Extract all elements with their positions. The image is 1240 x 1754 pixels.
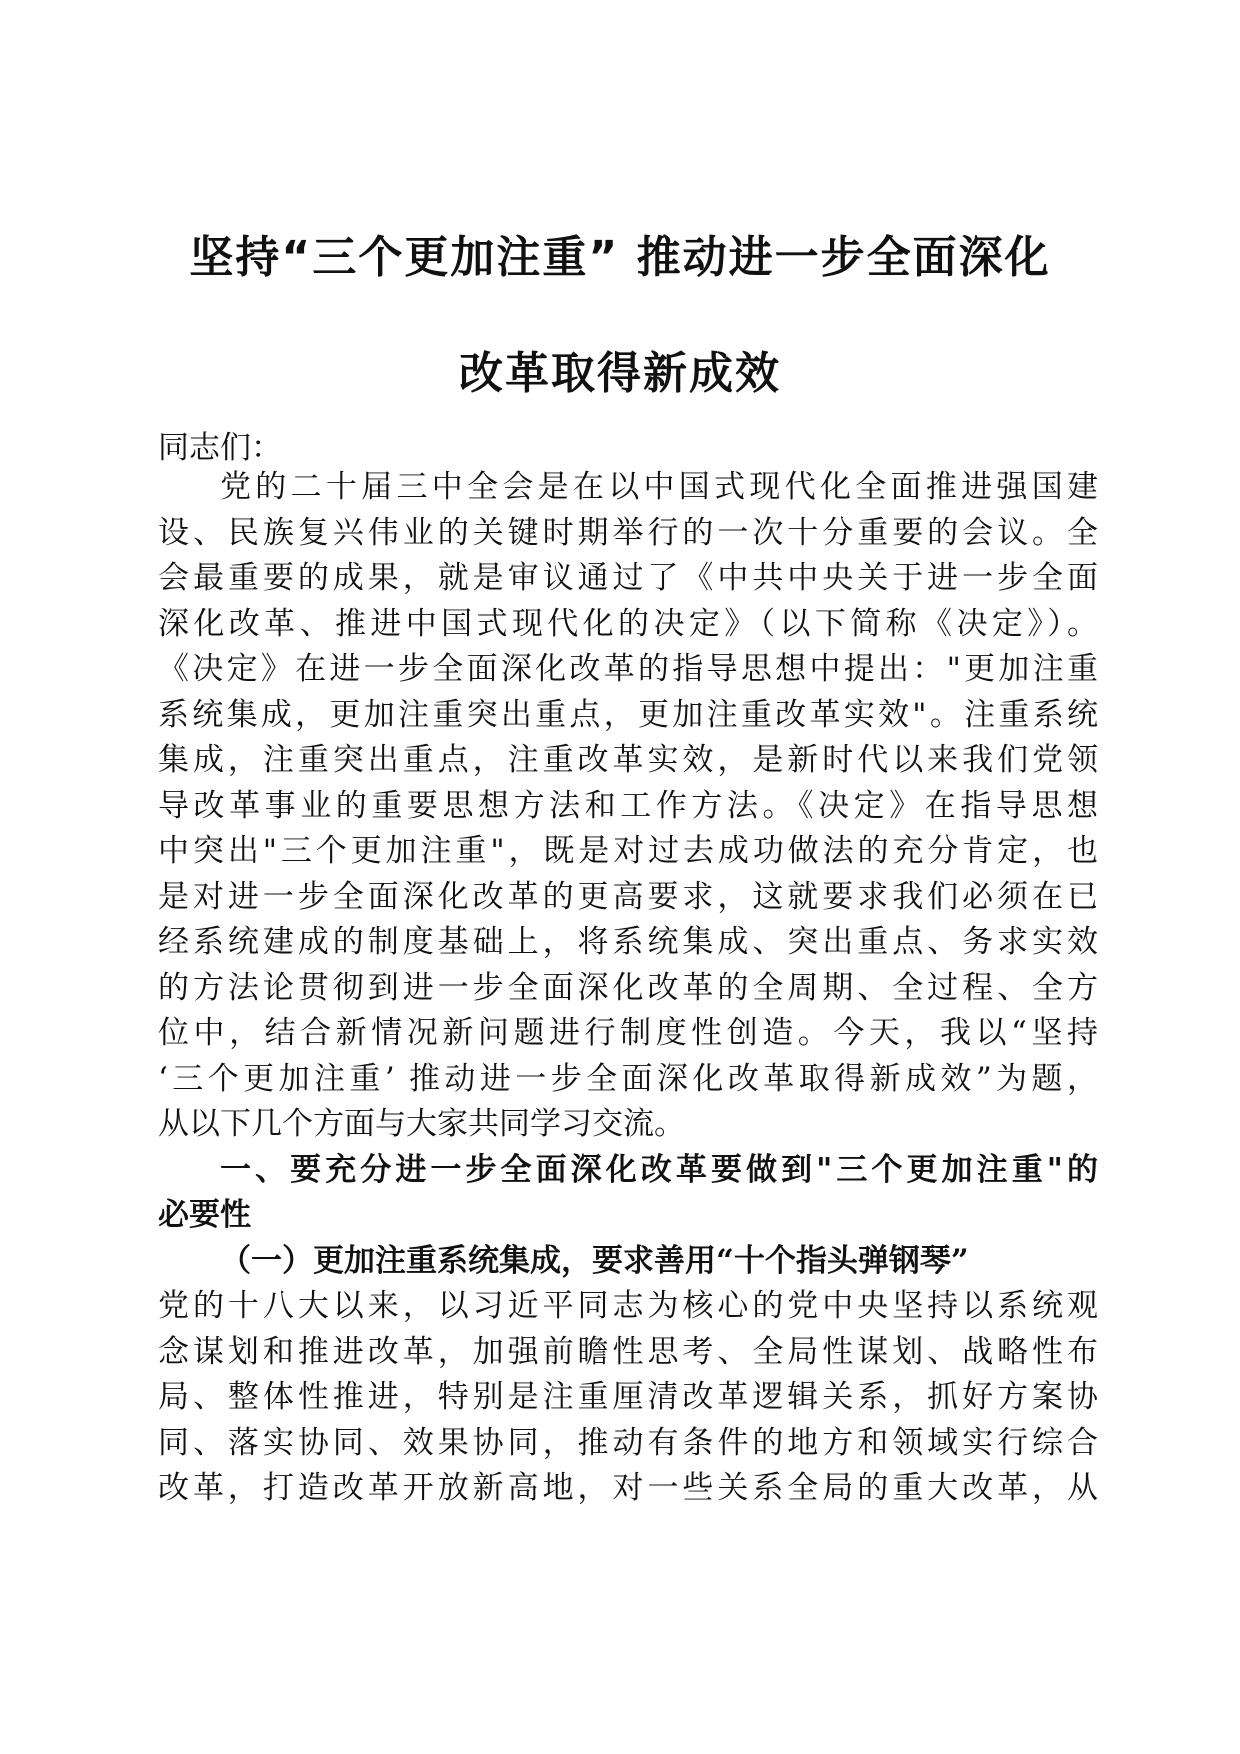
paragraph-1-line: 位中，结合新情况新问题进行制度性创造。今天，我以“坚持	[158, 1015, 1098, 1051]
paragraph-2-line: 局、整体性推进，特别是注重厘清改革逻辑关系，抓好方案协	[158, 1379, 1098, 1415]
section-heading-1-line: 必要性	[158, 1197, 251, 1233]
paragraph-1-line: 是对进一步全面深化改革的更高要求，这就要求我们必须在已	[158, 879, 1098, 915]
paragraph-2-line: 同、落实协同、效果协同，推动有条件的地方和领域实行综合	[158, 1425, 1098, 1461]
document-title-line-2: 改革取得新成效	[459, 348, 781, 399]
salutation: 同志们：	[158, 430, 282, 466]
paragraph-1-line: 经系统建成的制度基础上，将系统集成、突出重点、务求实效	[158, 924, 1098, 960]
paragraph-1-line: 深化改革、推进中国式现代化的决定》（以下简称《决定》）。	[158, 606, 1098, 642]
paragraph-2-line: 党的十八大以来，以习近平同志为核心的党中央坚持以系统观	[158, 1288, 1098, 1324]
paragraph-1-line: 党的二十届三中全会是在以中国式现代化全面推进强国建	[220, 469, 1098, 505]
paragraph-1-line: 的方法论贯彻到进一步全面深化改革的全周期、全过程、全方	[158, 970, 1098, 1006]
document-title-line-1: 坚持“三个更加注重” 推动进一步全面深化	[189, 232, 1051, 283]
paragraph-1-line: 会最重要的成果，就是审议通过了《中共中央关于进一步全面	[158, 560, 1098, 596]
section-heading-1-line: 一、要充分进一步全面深化改革要做到"三个更加注重"的	[220, 1152, 1098, 1188]
subheading-1: （一）更加注重系统集成，要求善用“十个指头弹钢琴”	[220, 1243, 969, 1279]
paragraph-1-line: 导改革事业的重要思想方法和工作方法。《决定》在指导思想	[158, 788, 1098, 824]
paragraph-1-line: 《决定》在进一步全面深化改革的指导思想中提出："更加注重	[158, 651, 1098, 687]
paragraph-1-line: 从以下几个方面与大家共同学习交流。	[158, 1106, 685, 1142]
paragraph-1-line: ‘三个更加注重’ 推动进一步全面深化改革取得新成效”为题，	[158, 1061, 1098, 1097]
paragraph-2-line: 念谋划和推进改革，加强前瞻性思考、全局性谋划、战略性布	[158, 1334, 1098, 1370]
paragraph-1-line: 系统集成，更加注重突出重点，更加注重改革实效"。注重系统	[158, 697, 1098, 733]
paragraph-2-line: 改革，打造改革开放新高地，对一些关系全局的重大改革，从	[158, 1470, 1098, 1506]
paragraph-1-line: 设、民族复兴伟业的关键时期举行的一次十分重要的会议。全	[158, 515, 1098, 551]
paragraph-1-line: 集成，注重突出重点，注重改革实效，是新时代以来我们党领	[158, 742, 1098, 778]
paragraph-1-line: 中突出"三个更加注重"，既是对过去成功做法的充分肯定，也	[158, 833, 1098, 869]
